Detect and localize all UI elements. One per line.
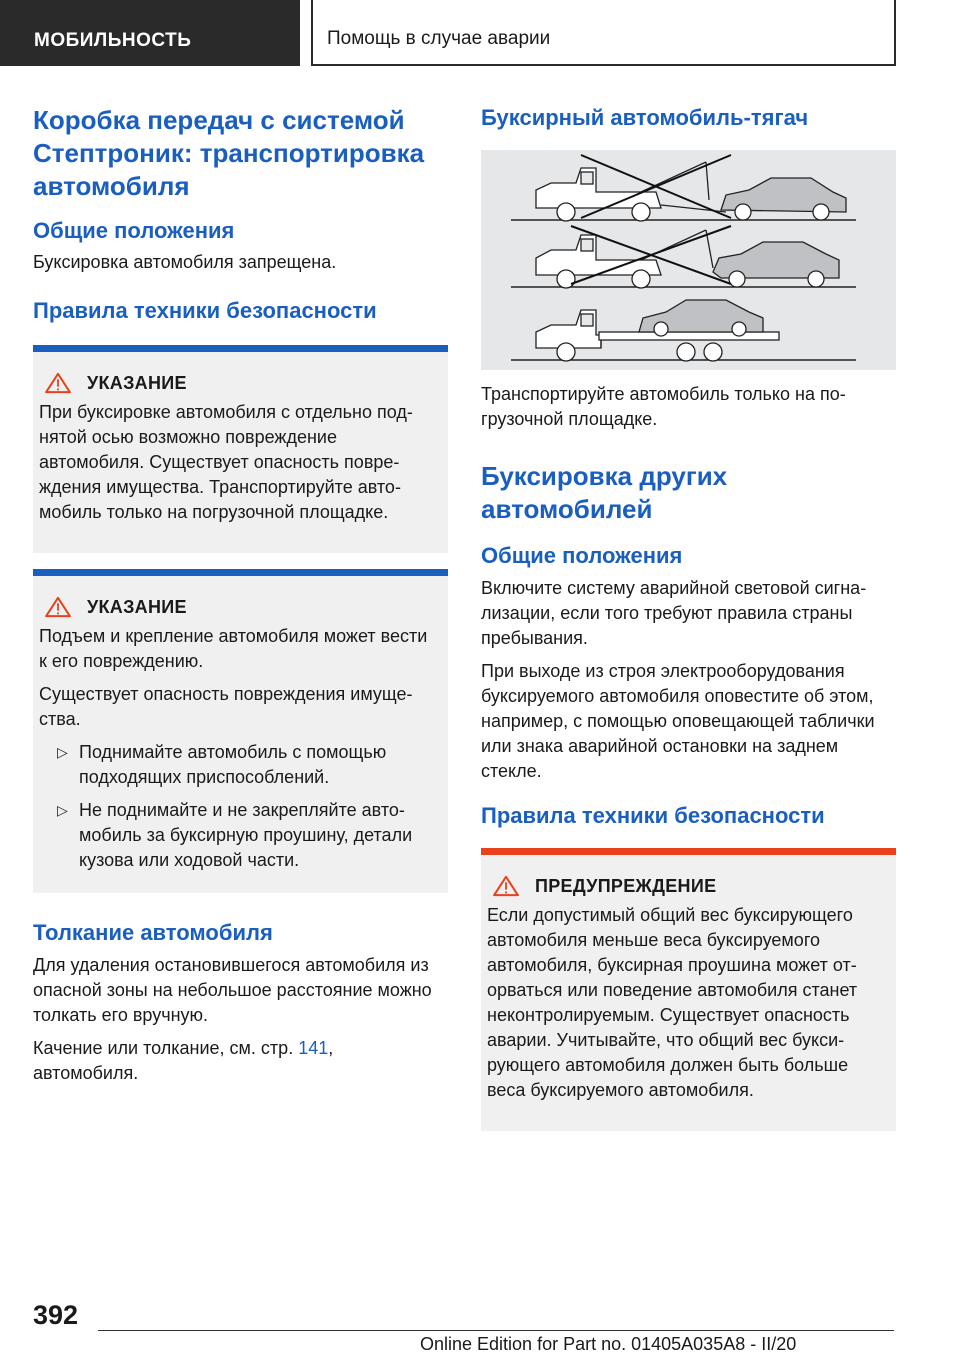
general-text-2b: При выходе из строя электрооборудования буксируемого автомобиля оповестите об этом, например, с помощью оповещающей таблички или знака аварийной остановки на заднем стекле. (481, 661, 875, 781)
bullet-text: Не поднимайте и не закрепляйте автомобиль за буксирную проушину, детали кузова или ходовой части. (79, 800, 413, 870)
bullet-text: Поднимайте автомобиль с помощью подходящих приспособлений. (79, 742, 387, 787)
section-title: Коробка передач с системой Стептроник: транспортировка автомобиля (33, 105, 425, 201)
towing-diagram (481, 150, 896, 370)
push-text: Для удаления остановившегося автомобиля из опасной зоны на небольшое расстояние можно толкать его вручную. (33, 955, 432, 1025)
page-header (0, 0, 960, 66)
notice-label: УКАЗАНИЕ (87, 372, 187, 393)
towed-car-row-1 (721, 178, 846, 220)
bullet-triangle-icon: ▷ (57, 744, 68, 760)
page-link[interactable]: 141 (298, 1038, 329, 1058)
right-column (481, 100, 896, 1131)
towing-illustration (481, 150, 896, 370)
general-heading-2: Общие положения (481, 543, 683, 568)
notice-text-2: Существует опасность повреждения имущества. (39, 684, 413, 729)
edition-text: Online Edition for Part no. 01405A035A8 - II/20 (420, 1334, 797, 1354)
figure-caption: Транспортируйте автомобиль только на погрузочной площадке. (481, 384, 846, 429)
push-heading: Толкание автомобиля (33, 920, 273, 945)
warning-box (481, 848, 896, 1131)
ref-prefix: Качение или толкание, см. стр. (33, 1038, 299, 1058)
safety-heading: Правила техники безопасности (33, 298, 377, 323)
general-text: Буксировка автомобиля запрещена. (33, 252, 337, 272)
notice-bar (33, 569, 448, 576)
notice-box-2 (33, 569, 448, 893)
towed-car-row-2 (713, 242, 839, 287)
notice-label: УКАЗАНИЕ (87, 596, 187, 617)
section-title-2: Буксировка других автомобилей (481, 461, 728, 524)
warning-triangle-icon (43, 372, 73, 394)
page-number: 392 (33, 1300, 79, 1330)
tow-truck-row-2 (536, 230, 713, 288)
general-text-2a: Включите систему аварийной световой сигнализации, если того требуют правила страны пребывания. (481, 578, 867, 648)
tow-truck-row-1 (536, 162, 726, 221)
notice-text-1: Подъем и крепление автомобиля может вести к его повреждению. (39, 626, 428, 671)
left-column (33, 100, 448, 1086)
warning-triangle-icon (43, 596, 73, 618)
push-reference (33, 1036, 448, 1086)
warning-text: Если допустимый общий вес буксирующего автомобиля меньше веса буксируемого автомобиля, буксирная проушина может оторваться или поведение автомобиля станет неконтролируемым. Существует опасность аварии. Учитывайте, что общий вес буксирующего автомобиля должен быть больше веса буксируемого автомобиля. (487, 905, 858, 1100)
warning-label: ПРЕДУПРЕЖДЕНИЕ (535, 875, 717, 896)
bullet-triangle-icon: ▷ (57, 802, 68, 818)
warning-triangle-icon (491, 875, 521, 897)
notice-bar (33, 345, 448, 352)
loaded-car-row-3 (639, 300, 763, 336)
footer-divider (98, 1330, 894, 1331)
ref-line2: автомобиля. (33, 1063, 139, 1083)
safety-heading-2: Правила техники безопасности (481, 803, 825, 828)
tow-heading: Буксирный автомобиль-тягач (481, 105, 809, 130)
notice-text: При буксировке автомобиля с отдельно поднятой осью возможно повреждение автомобиля. Существует опасность повреждения имущества. Транспортируйте автомобиль только на погрузочной площадке. (39, 402, 413, 522)
chapter-tab[interactable]: Помощь в случае аварии (311, 0, 896, 66)
ref-suffix: , (328, 1038, 334, 1058)
section-tab[interactable]: МОБИЛЬНОСТЬ (0, 0, 300, 66)
general-heading: Общие положения (33, 218, 235, 243)
list-item (39, 798, 440, 873)
notice-box-1 (33, 345, 448, 553)
list-item (39, 740, 440, 790)
warning-bar (481, 848, 896, 855)
